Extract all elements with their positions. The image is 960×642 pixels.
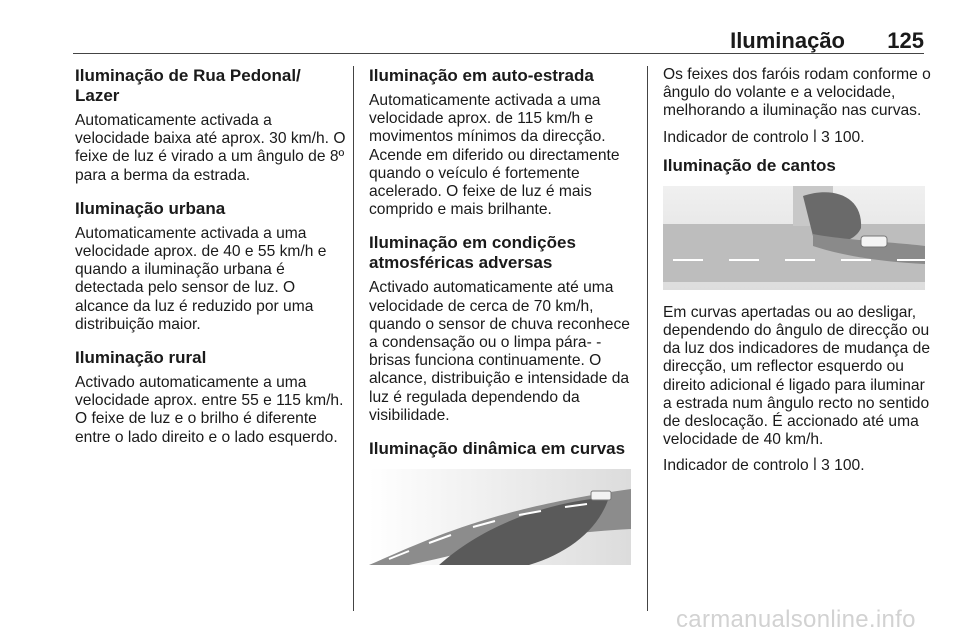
- column-1: [75, 66, 347, 461]
- page-reference: 3 100.: [821, 457, 865, 475]
- indicator-reference: [663, 129, 931, 148]
- section-dynamic-curve-lighting: [369, 439, 637, 565]
- column-divider-left: [353, 66, 354, 611]
- indicator-label: Indicador de controlo: [663, 457, 809, 475]
- section-pedestrian-lighting: [75, 66, 347, 185]
- dynamic-curve-illustration: [369, 469, 631, 565]
- section-title: Iluminação dinâmica em curvas: [369, 439, 626, 459]
- section-text: Activado automaticamente a uma velocidade aprox. entre 55 e 115 km/h. O feixe de luz e o brilho é diferente entre o lado direito e o lado esquerdo.: [75, 374, 344, 446]
- indicator-reference: [663, 457, 931, 476]
- header-rule: [73, 53, 924, 54]
- page-header-title: Iluminação: [730, 28, 845, 53]
- curve-lighting-text: Os feixes dos faróis rodam conforme o ângulo do volante e a velocidade, melhorando a iluminação nas curvas.: [663, 66, 931, 120]
- section-title: Iluminação urbana: [75, 198, 226, 218]
- section-text: Automaticamente activada a velocidade baixa até aprox. 30 km/h. O feixe de luz é virado a um ângulo de 8º para a berma da estrada.: [75, 112, 346, 184]
- section-cornering-lighting: [663, 156, 931, 290]
- column-3: [663, 66, 931, 485]
- section-motorway-lighting: [369, 66, 637, 219]
- cornering-lighting-text: Em curvas apertadas ou ao desligar, dependendo do ângulo de direcção ou da luz dos indicadores de mudança de direcção, um reflector esquerdo ou direito adicional é ligado para iluminar a estrada num ângulo recto no sentido de deslocação. É accionado até uma velocidade de 40 km/h.: [663, 303, 931, 449]
- headlight-indicator-icon: ꟾ: [812, 130, 817, 146]
- watermark: carmanualsonline.info: [676, 606, 916, 633]
- section-title: Iluminação de Rua Pedonal/ Lazer: [75, 66, 301, 105]
- indicator-label: Indicador de controlo: [663, 128, 809, 146]
- page-number: 125: [887, 28, 924, 53]
- section-text: Automaticamente activada a uma velocidade aprox. de 40 e 55 km/h e quando a iluminação urbana é detectada pelo sensor de luz. O alcance da luz é reduzido por uma distribuição maior.: [75, 224, 327, 333]
- column-2: [369, 66, 637, 579]
- section-title: Iluminação em condições atmosféricas adversas: [369, 233, 576, 273]
- section-text: Activado automaticamente até uma velocidade de cerca de 70 km/h, quando o sensor de chuva reconhece a condensação ou o limpa pára- -brisas funciona continuamente. O alcance, distribuição e intensidade da luz é regulada dependendo da visibilidade.: [369, 279, 630, 424]
- page-reference: 3 100.: [821, 128, 865, 146]
- headlight-indicator-icon: ꟾ: [812, 459, 817, 475]
- column-divider-right: [647, 66, 648, 611]
- section-rural-lighting: [75, 348, 347, 447]
- section-title: Iluminação em auto-estrada: [369, 66, 594, 85]
- cornering-light-illustration: [663, 186, 925, 290]
- section-urban-lighting: [75, 199, 347, 334]
- section-adverse-weather-lighting: [369, 233, 637, 425]
- section-title: Iluminação rural: [75, 348, 207, 368]
- section-title: Iluminação de cantos: [663, 155, 836, 175]
- section-text: Automaticamente activada a uma velocidade aprox. de 115 km/h e movimentos mínimos da direcção. Acende em diferido ou directamente quando o veículo é fortemente acelerado. O feixe de luz é mais comprido e mais brilhante.: [369, 92, 620, 219]
